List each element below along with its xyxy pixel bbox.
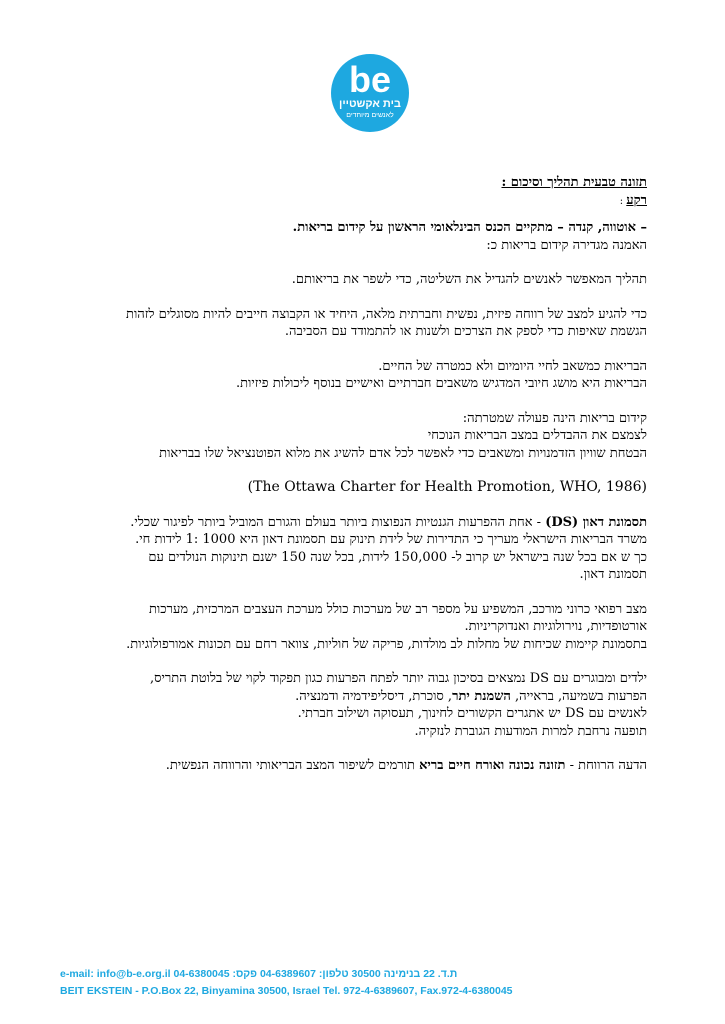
document-body — [115, 174, 647, 775]
logo-name: בית אקשטיין — [339, 98, 401, 110]
health-line-1: הבריאות כמשאב לחיי היומיום ולא כמטרה של החיים. — [378, 358, 647, 374]
logo-mark: be — [348, 59, 391, 100]
ds-stats: כך ש אם בכל שנה בישראל יש קרוב ל- 150,000 לידות, בכל שנה 150 ישנם תינוקות הנולדים עם תסמונת דאון. — [148, 549, 647, 582]
ds-medical: מצב רפואי כרוני מורכב, המשפיע על מספר רב של מערכות כולל מערכת העצבים המרכזית, מערכות אורטופדיות, נוירולוגיות ואנדוקריניות. — [148, 601, 647, 634]
footer-line-english: BEIT EKSTEIN - P.O.Box 22, Binyamina 30500, Israel Tel. 972-4-6389607, Fax.972-4-6380045 — [60, 985, 513, 997]
document-title: תזונה טבעית תהליך וסיכום : — [501, 175, 647, 190]
logo — [331, 54, 409, 132]
health-line-2: הבריאות היא מושג חיובי המדגיש משאבים חברתיים ואישיים בנוסף ליכולות פיזיות. — [235, 376, 647, 391]
challenges: לאנשים עם DS יש אתגרים הקשורים לחינוך, תעסוקה ושילוב חברתי. — [297, 706, 647, 721]
awareness: תופעה נרחבת למרות המודעות הגוברת לנזקיה. — [414, 723, 647, 739]
logo-tagline: לאנשים מיוחדים — [346, 112, 394, 119]
citation: (The Ottawa Charter for Health Promotion, WHO, 1986) — [247, 479, 647, 495]
ds-ministry: משרד הבריאות הישראלי מעריך כי התדירות של לידת תינוק עם תסמונת דאון היא 1000 :1 לידות חי. — [135, 532, 647, 547]
ottawa-line: – אוטווה, קנדה – מתקיים הכנס הבינלאומי הראשון על קידום בריאות. — [292, 220, 647, 235]
promotion-2: הבטחת שוויון הזדמנויות ומשאבים כדי לאפשר לכל אדם להשיג את מלוא הפוטנציאל שלו בבריאות — [159, 445, 647, 461]
conclusion: הדעה הרווחת - תזונה נכונה ואורח חיים בריא תורמים לשיפור המצב הבריאותי והרווחה הנפשית. — [165, 758, 647, 773]
definition-2: כדי להגיע למצב של רווחה פיזית, נפשית וחברתית מלאה, היחיד או הקבוצה חייבים להיות מסוגלים לזהות הגשמת שאיפות כדי לספק את הצרכים ולשנות או להתמודד עם הסביבה. — [126, 306, 647, 339]
footer — [60, 966, 660, 1000]
ds-definition — [115, 514, 647, 532]
background-label: רקע — [626, 192, 647, 208]
background-heading — [115, 192, 647, 211]
ds-term: תסמונת דאון (DS) — [545, 514, 647, 530]
ds-description: - אחת ההפרעות הגנטיות הנפוצות ביותר בעולם והגורם המוביל ביותר לפיגור שכלי. — [130, 514, 546, 530]
footer-line-hebrew: ת.ד. 22 בנימינה 30500 טלפון: 04-6389607 פקס: 04-6380045 e-mail: info@b-e.org.il — [60, 968, 458, 980]
definition-1: תהליך המאפשר לאנשים להגדיל את השליטה, כדי לשפר את בריאותם. — [291, 272, 647, 287]
kids-risk: ילדים ומבוגרים עם DS נמצאים בסיכון גבוה יותר לפתח הפרעות כגון תפקוד לקוי של בלוטת התריס, הפרעות בשמיעה, בראייה, השמנת יתר, סוכרת, דיסליפידמיה ודמנציה. — [149, 671, 647, 704]
promotion-1: לצמצם את ההבדלים במצב הבריאות הנוכחי — [427, 428, 647, 443]
definition-intro: האמנה מגדירה קידום בריאות כ: — [486, 237, 647, 253]
background-colon: : — [619, 195, 627, 207]
promotion-intro: קידום בריאות הינה פעולה שמטרתה: — [462, 410, 647, 426]
obesity-term: השמנת יתר — [452, 688, 511, 704]
conclusion-term: תזונה נכונה ואורח חיים בריא — [419, 758, 566, 773]
ds-phenomena: בתסמונת קיימות שכיחות של מחלות לב מולדות, פריקה של חוליות, צוואר רחם עם תכונות אמורפולוגיות. — [126, 636, 647, 652]
